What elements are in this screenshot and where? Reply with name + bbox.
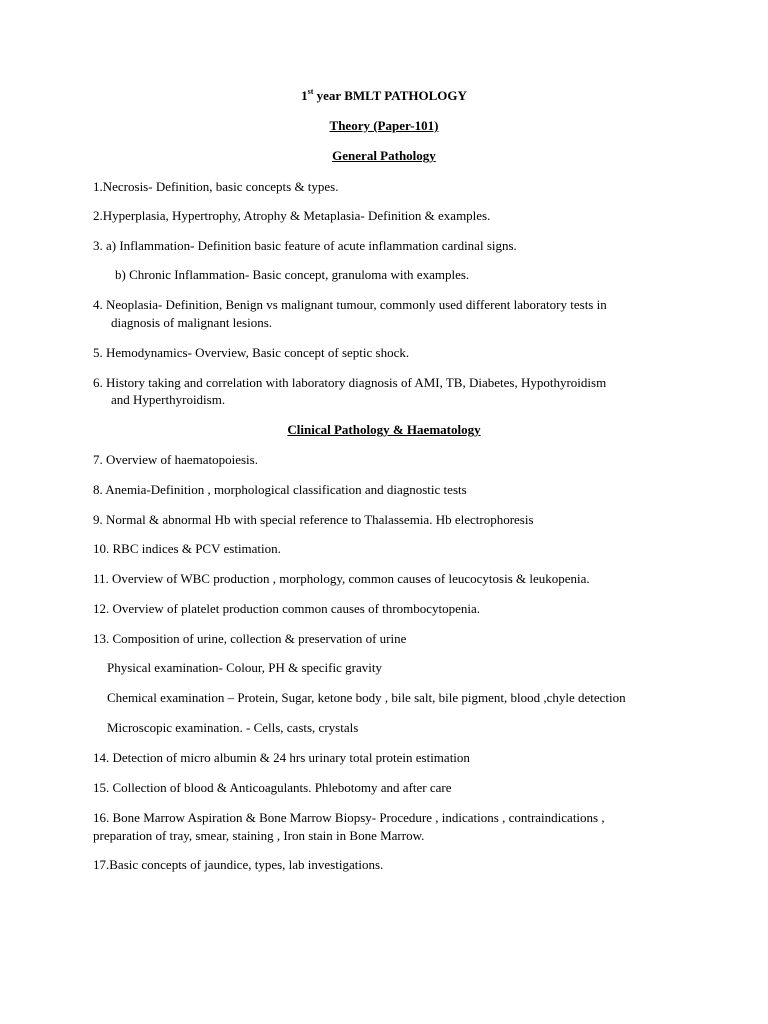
subtitle: Theory (Paper-101) — [329, 118, 439, 133]
list-item-continuation: diagnosis of malignant lesions. — [111, 315, 273, 330]
list-item: Chemical examination – Protein, Sugar, ketone body , bile salt, bile pigment, blood ,chyle detection — [107, 690, 626, 705]
list-item: 4. Neoplasia- Definition, Benign vs malignant tumour, commonly used different laboratory tests in — [93, 297, 607, 312]
list-item-continuation: and Hyperthyroidism. — [111, 392, 226, 407]
title-ordinal-suffix: st — [307, 87, 314, 96]
list-item: 3. a) Inflammation- Definition basic feature of acute inflammation cardinal signs. — [93, 238, 517, 253]
list-item: 16. Bone Marrow Aspiration & Bone Marrow Biopsy- Procedure , indications , contraindications , — [93, 810, 605, 825]
list-item: 17.Basic concepts of jaundice, types, lab investigations. — [93, 857, 384, 872]
list-item: 1.Necrosis- Definition, basic concepts & types. — [93, 179, 339, 194]
list-item: 10. RBC indices & PCV estimation. — [93, 541, 281, 556]
list-item: 15. Collection of blood & Anticoagulants. Phlebotomy and after care — [93, 780, 452, 795]
title-ordinal: 1 — [301, 88, 308, 103]
list-item: b) Chronic Inflammation- Basic concept, granuloma with examples. — [115, 267, 470, 282]
section-heading-clinical: Clinical Pathology & Haematology — [287, 422, 481, 437]
section-heading-general: General Pathology — [332, 148, 436, 163]
list-item: 12. Overview of platelet production common causes of thrombocytopenia. — [93, 601, 481, 616]
list-item-continuation: preparation of tray, smear, staining , Iron stain in Bone Marrow. — [93, 828, 425, 843]
title-text: year BMLT PATHOLOGY — [313, 88, 467, 103]
list-item: 8. Anemia-Definition , morphological classification and diagnostic tests — [93, 482, 467, 497]
list-item: 13. Composition of urine, collection & preservation of urine — [93, 631, 407, 646]
list-item: 11. Overview of WBC production , morphology, common causes of leucocytosis & leukopenia. — [93, 571, 590, 586]
list-item: Physical examination- Colour, PH & specific gravity — [107, 660, 382, 675]
list-item: 2.Hyperplasia, Hypertrophy, Atrophy & Metaplasia- Definition & examples. — [93, 208, 491, 223]
list-item: 5. Hemodynamics- Overview, Basic concept of septic shock. — [93, 345, 410, 360]
list-item: 14. Detection of micro albumin & 24 hrs urinary total protein estimation — [93, 750, 470, 765]
page-title — [0, 88, 768, 104]
list-item: 6. History taking and correlation with laboratory diagnosis of AMI, TB, Diabetes, Hypothyroidism — [93, 375, 607, 390]
list-item: 7. Overview of haematopoiesis. — [93, 452, 258, 467]
list-item: 9. Normal & abnormal Hb with special reference to Thalassemia. Hb electrophoresis — [93, 512, 534, 527]
list-item: Microscopic examination. - Cells, casts, crystals — [107, 720, 359, 735]
